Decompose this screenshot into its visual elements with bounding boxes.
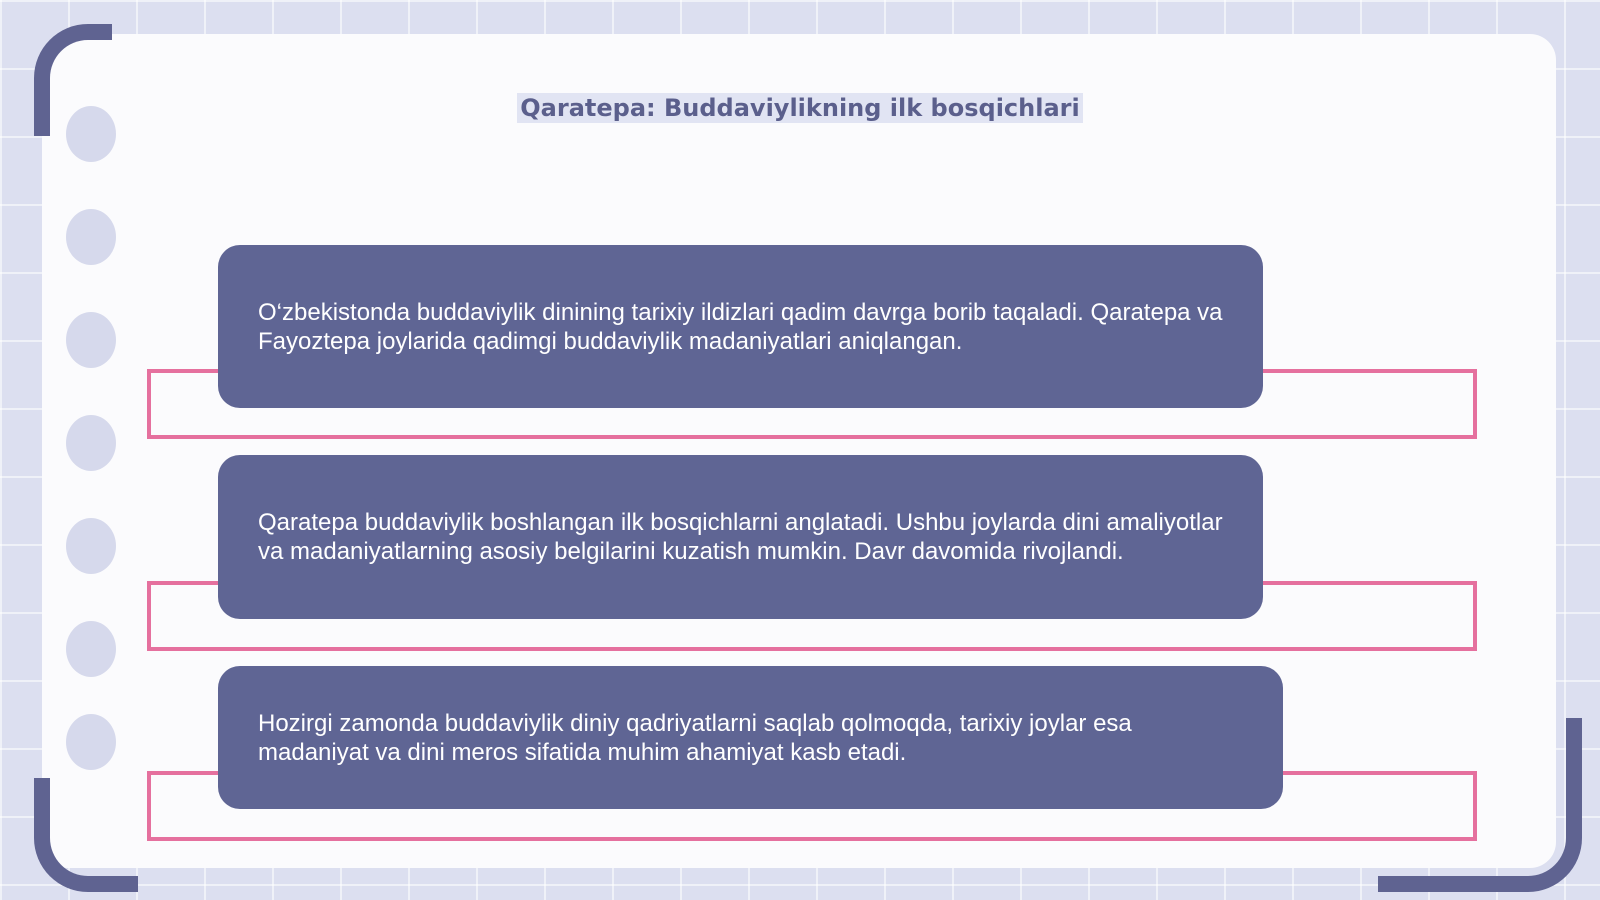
card-notch	[66, 714, 116, 770]
info-box	[218, 455, 1263, 619]
card-notch	[66, 518, 116, 574]
card-notch	[66, 209, 116, 265]
info-box	[218, 245, 1263, 408]
card-notch	[66, 415, 116, 471]
corner-bracket-bottom-left	[34, 778, 138, 892]
slide-title	[0, 94, 1600, 122]
slide-title-text: Qaratepa: Buddaviylikning ilk bosqichlari	[517, 93, 1082, 123]
card-notch	[66, 621, 116, 677]
info-box-text: Hozirgi zamonda buddaviylik diniy qadriyatlarni saqlab qolmoqda, tarixiy joylar esa madaniyat va dini meros sifatida muhim ahamiyat kasb etadi.	[258, 709, 1132, 766]
info-box-text: O‘zbekistonda buddaviylik dinining tarixiy ildizlari qadim davrga borib taqaladi. Qaratepa va Fayoztepa joylarida qadimgi buddaviylik madaniyatlari aniqlangan.	[258, 298, 1223, 355]
card-notch	[66, 312, 116, 368]
info-box-text: Qaratepa buddaviylik boshlangan ilk bosqichlarni anglatadi. Ushbu joylarda dini amaliyotlar va madaniyatlarning asosiy belgilarini kuzatish mumkin. Davr davomida rivojlandi.	[258, 509, 1223, 565]
info-box	[218, 666, 1283, 809]
